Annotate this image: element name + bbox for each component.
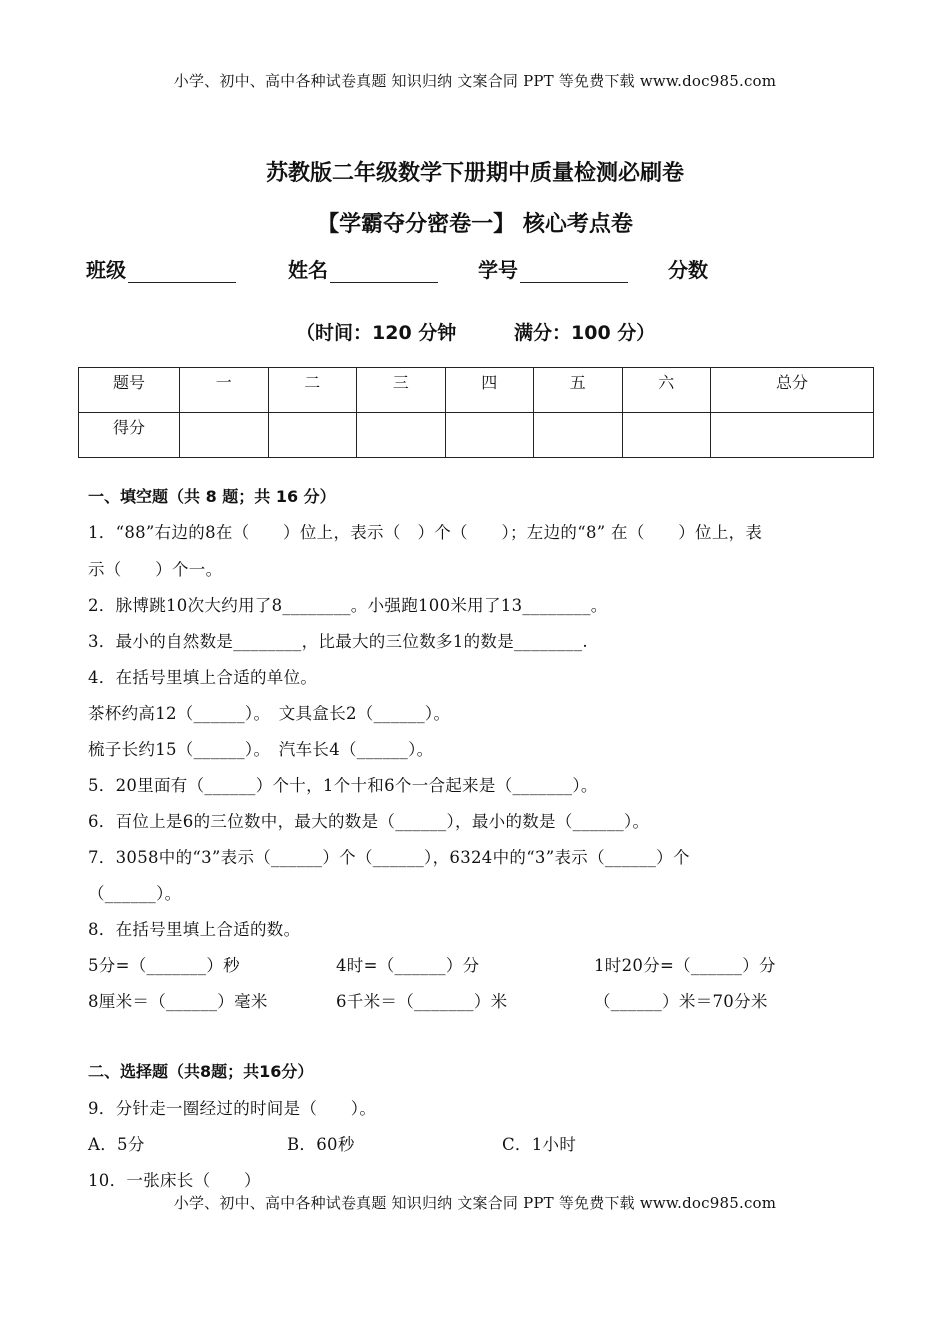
question-line: 9．分针走一圈经过的时间是（ ）。	[88, 1099, 377, 1118]
question-line: （______）。	[88, 884, 182, 903]
score-table-header-cell: 六	[622, 368, 711, 413]
question-line: 2．脉博跳10次大约用了8________。小强跑100米用了13________。	[88, 596, 608, 615]
option-c: C．1小时	[502, 1135, 577, 1154]
question-line: 8．在括号里填上合适的数。	[88, 920, 301, 939]
score-table-score-row	[79, 413, 874, 458]
question-line: 7．3058中的“3”表示（______）个（______），6324中的“3”表示（______）个	[88, 848, 690, 867]
score-cell	[357, 413, 446, 458]
score-cell	[180, 413, 269, 458]
score-label: 分数	[668, 258, 708, 282]
name-label: 姓名	[288, 258, 328, 282]
conversion-item: 6千米＝（_______）米	[336, 992, 508, 1011]
conversion-item: 1时20分=（______）分	[594, 956, 776, 975]
score-table-header-row	[79, 368, 874, 413]
score-cell	[711, 413, 874, 458]
option-b: B．60秒	[287, 1135, 355, 1154]
section-1-heading: 一、填空题（共 8 题；共 16 分）	[88, 487, 336, 506]
score-cell	[622, 413, 711, 458]
score-table-header-cell: 二	[268, 368, 357, 413]
question-line: 10．一张床长（ ）	[88, 1171, 261, 1190]
question-line: 1．“88”右边的8在（ ）位上，表示（ ）个（ ）；左边的“8” 在（ ）位上，表	[88, 523, 763, 542]
score-cell	[268, 413, 357, 458]
score-table-row-label: 得分	[79, 413, 180, 458]
name-field	[288, 254, 438, 283]
question-line: 示（ ）个一。	[88, 560, 223, 579]
student-id-blank	[520, 262, 628, 283]
question-line: 3．最小的自然数是________，比最大的三位数多1的数是________.	[88, 632, 588, 651]
name-blank	[330, 262, 438, 283]
question-line: 茶杯约高12（______）。 文具盒长2（______）。	[88, 704, 451, 723]
page-title: 苏教版二年级数学下册期中质量检测必刷卷	[265, 161, 684, 186]
class-field	[86, 254, 236, 283]
student-id-field	[478, 254, 628, 283]
score-table-header-cell: 一	[180, 368, 269, 413]
question-line: 6．百位上是6的三位数中，最大的数是（______），最小的数是（______）。	[88, 812, 650, 831]
score-table	[78, 367, 874, 458]
score-table-header-cell: 三	[357, 368, 446, 413]
question-line: 5．20里面有（______）个十，1个十和6个一合起来是（_______）。	[88, 776, 598, 795]
full-score: 满分：100 分）	[514, 322, 656, 344]
conversion-item: 4时=（______）分	[336, 956, 480, 975]
header-banner: 小学、初中、高中各种试卷真题 知识归纳 文案合同 PPT 等免费下载 www.doc985.com	[173, 72, 777, 90]
score-cell	[445, 413, 534, 458]
class-label: 班级	[86, 258, 126, 282]
conversion-item: 5分=（_______）秒	[88, 956, 240, 975]
score-table-header-cell: 总分	[711, 368, 874, 413]
score-table-header-cell: 题号	[79, 368, 180, 413]
time-limit: （时间：120 分钟	[296, 322, 457, 344]
conversion-item: （______）米＝70分米	[594, 992, 768, 1011]
score-cell	[534, 413, 623, 458]
score-table-header-cell: 四	[445, 368, 534, 413]
section-2-heading: 二、选择题（共8题；共16分）	[88, 1062, 314, 1081]
page-subtitle: 【学霸夺分密卷一】 核心考点卷	[317, 212, 633, 237]
score-field	[668, 254, 708, 283]
option-a: A．5分	[88, 1135, 145, 1154]
class-blank	[128, 262, 236, 283]
question-line: 4．在括号里填上合适的单位。	[88, 668, 318, 687]
score-table-header-cell: 五	[534, 368, 623, 413]
student-id-label: 学号	[478, 258, 518, 282]
footer-banner: 小学、初中、高中各种试卷真题 知识归纳 文案合同 PPT 等免费下载 www.doc985.com	[173, 1194, 777, 1212]
question-line: 梳子长约15（______）。 汽车长4（______）。	[88, 740, 434, 759]
conversion-item: 8厘米＝（______）毫米	[88, 992, 268, 1011]
